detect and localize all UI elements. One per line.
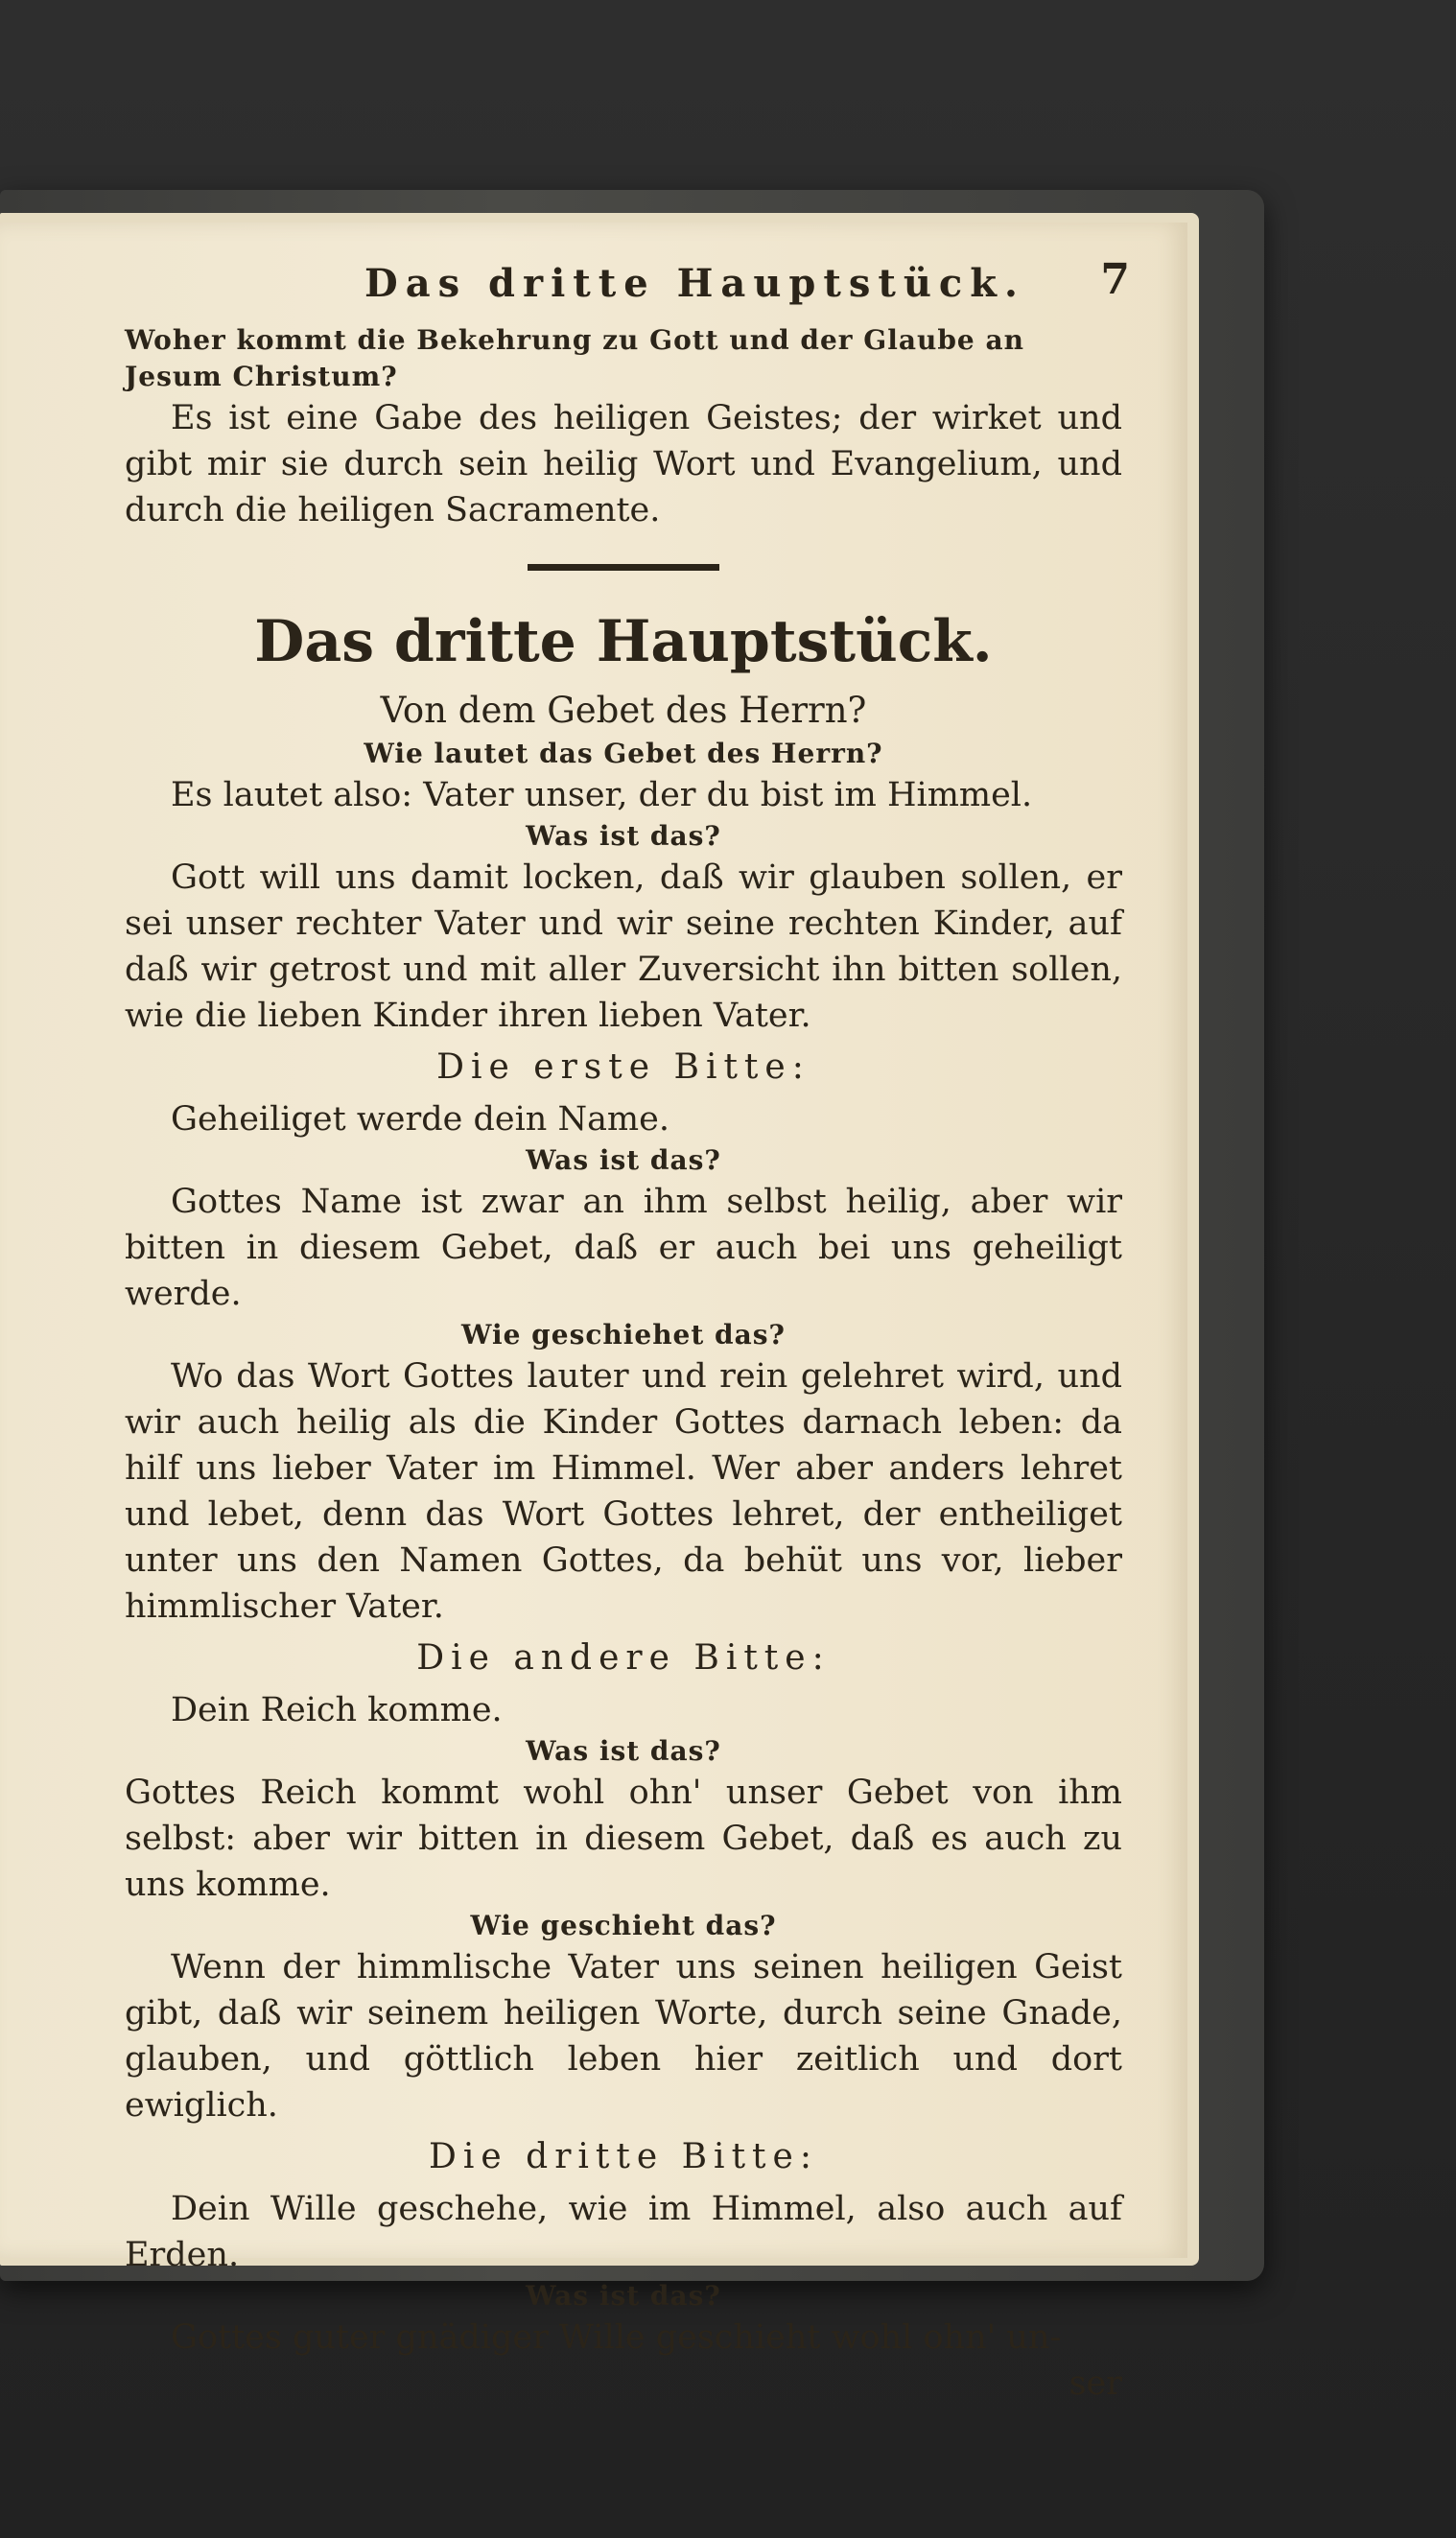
answer: Gottes guter gnädiger Wille geschieht wohl ohn' un- <box>171 2318 1062 2357</box>
question: Was ist das? <box>526 1735 721 1767</box>
petition-text: Dein Wille geschehe, wie im Himmel, also auch auf Erden. <box>125 2190 1122 2274</box>
page-text <box>125 255 1130 2407</box>
question: Wie geschieht das? <box>470 1910 777 1941</box>
running-header <box>125 255 1130 322</box>
running-head-title: Das dritte Hauptstück. <box>364 261 1025 306</box>
question: Was ist das? <box>526 820 721 852</box>
answer: Wo das Wort Gottes lauter und rein gelehret wird, und wir auch heilig als die Kinder Gottes darnach leben: da hilf uns lieber Vater im Himmel. Wer aber anders lehret und lebet, denn das Wort Gottes lehret, der entheiliget unter uns den Namen Gottes, da behüt uns vor, lieber himmlischer Vater. <box>125 1357 1122 1626</box>
answer: Es ist eine Gabe des heiligen Geistes; der wirket und gibt mir sie durch sein heilig Wort und Evangelium, und durch die heiligen Sacramente. <box>125 399 1122 529</box>
answer: Gottes Reich kommt wohl ohn' unser Gebet von ihm selbst: aber wir bitten in diesem Gebet, daß es auch zu uns komme. <box>125 1774 1122 1904</box>
catchword: ser <box>1069 2364 1122 2403</box>
question: Woher kommt die Bekehrung zu Gott und der Glaube an Jesum Christum? <box>125 324 1024 392</box>
answer: Gottes Name ist zwar an ihm selbst heilig, aber wir bitten in diesem Gebet, daß er auch bei uns geheiligt werde. <box>125 1183 1122 1313</box>
question: Wie lautet das Gebet des Herrn? <box>364 738 883 769</box>
petition-heading: Die dritte Bitte: <box>429 2137 818 2176</box>
petition-heading: Die erste Bitte: <box>436 1047 810 1087</box>
petition-heading: Die andere Bitte: <box>416 1638 831 1678</box>
question: Wie geschiehet das? <box>461 1319 786 1351</box>
section-divider <box>528 564 719 571</box>
section-heading: Das dritte Hauptstück. <box>254 608 993 675</box>
book-page <box>0 223 1187 2403</box>
answer: Wenn der himmlische Vater uns seinen heiligen Geist gibt, daß wir seinem heiligen Worte, durch seine Gnade, glauben, und göttlich leben hier zeitlich und dort ewiglich. <box>125 1948 1122 2125</box>
answer: Es lautet also: Vater unser, der du bist im Himmel. <box>171 776 1033 814</box>
petition-text: Geheiliget werde dein Name. <box>171 1100 669 1139</box>
question: Was ist das? <box>526 2280 721 2312</box>
section-subheading: Von dem Gebet des Herrn? <box>380 690 867 731</box>
answer: Gott will uns damit locken, daß wir glauben sollen, er sei unser rechter Vater und wir seine rechten Kinder, auf daß wir getrost und mit aller Zuversicht ihn bitten sollen, wie die lieben Kinder ihren lieben Vater. <box>125 858 1122 1035</box>
page-number: 7 <box>1100 255 1130 304</box>
question: Was ist das? <box>526 1144 721 1176</box>
petition-text: Dein Reich komme. <box>171 1691 503 1729</box>
